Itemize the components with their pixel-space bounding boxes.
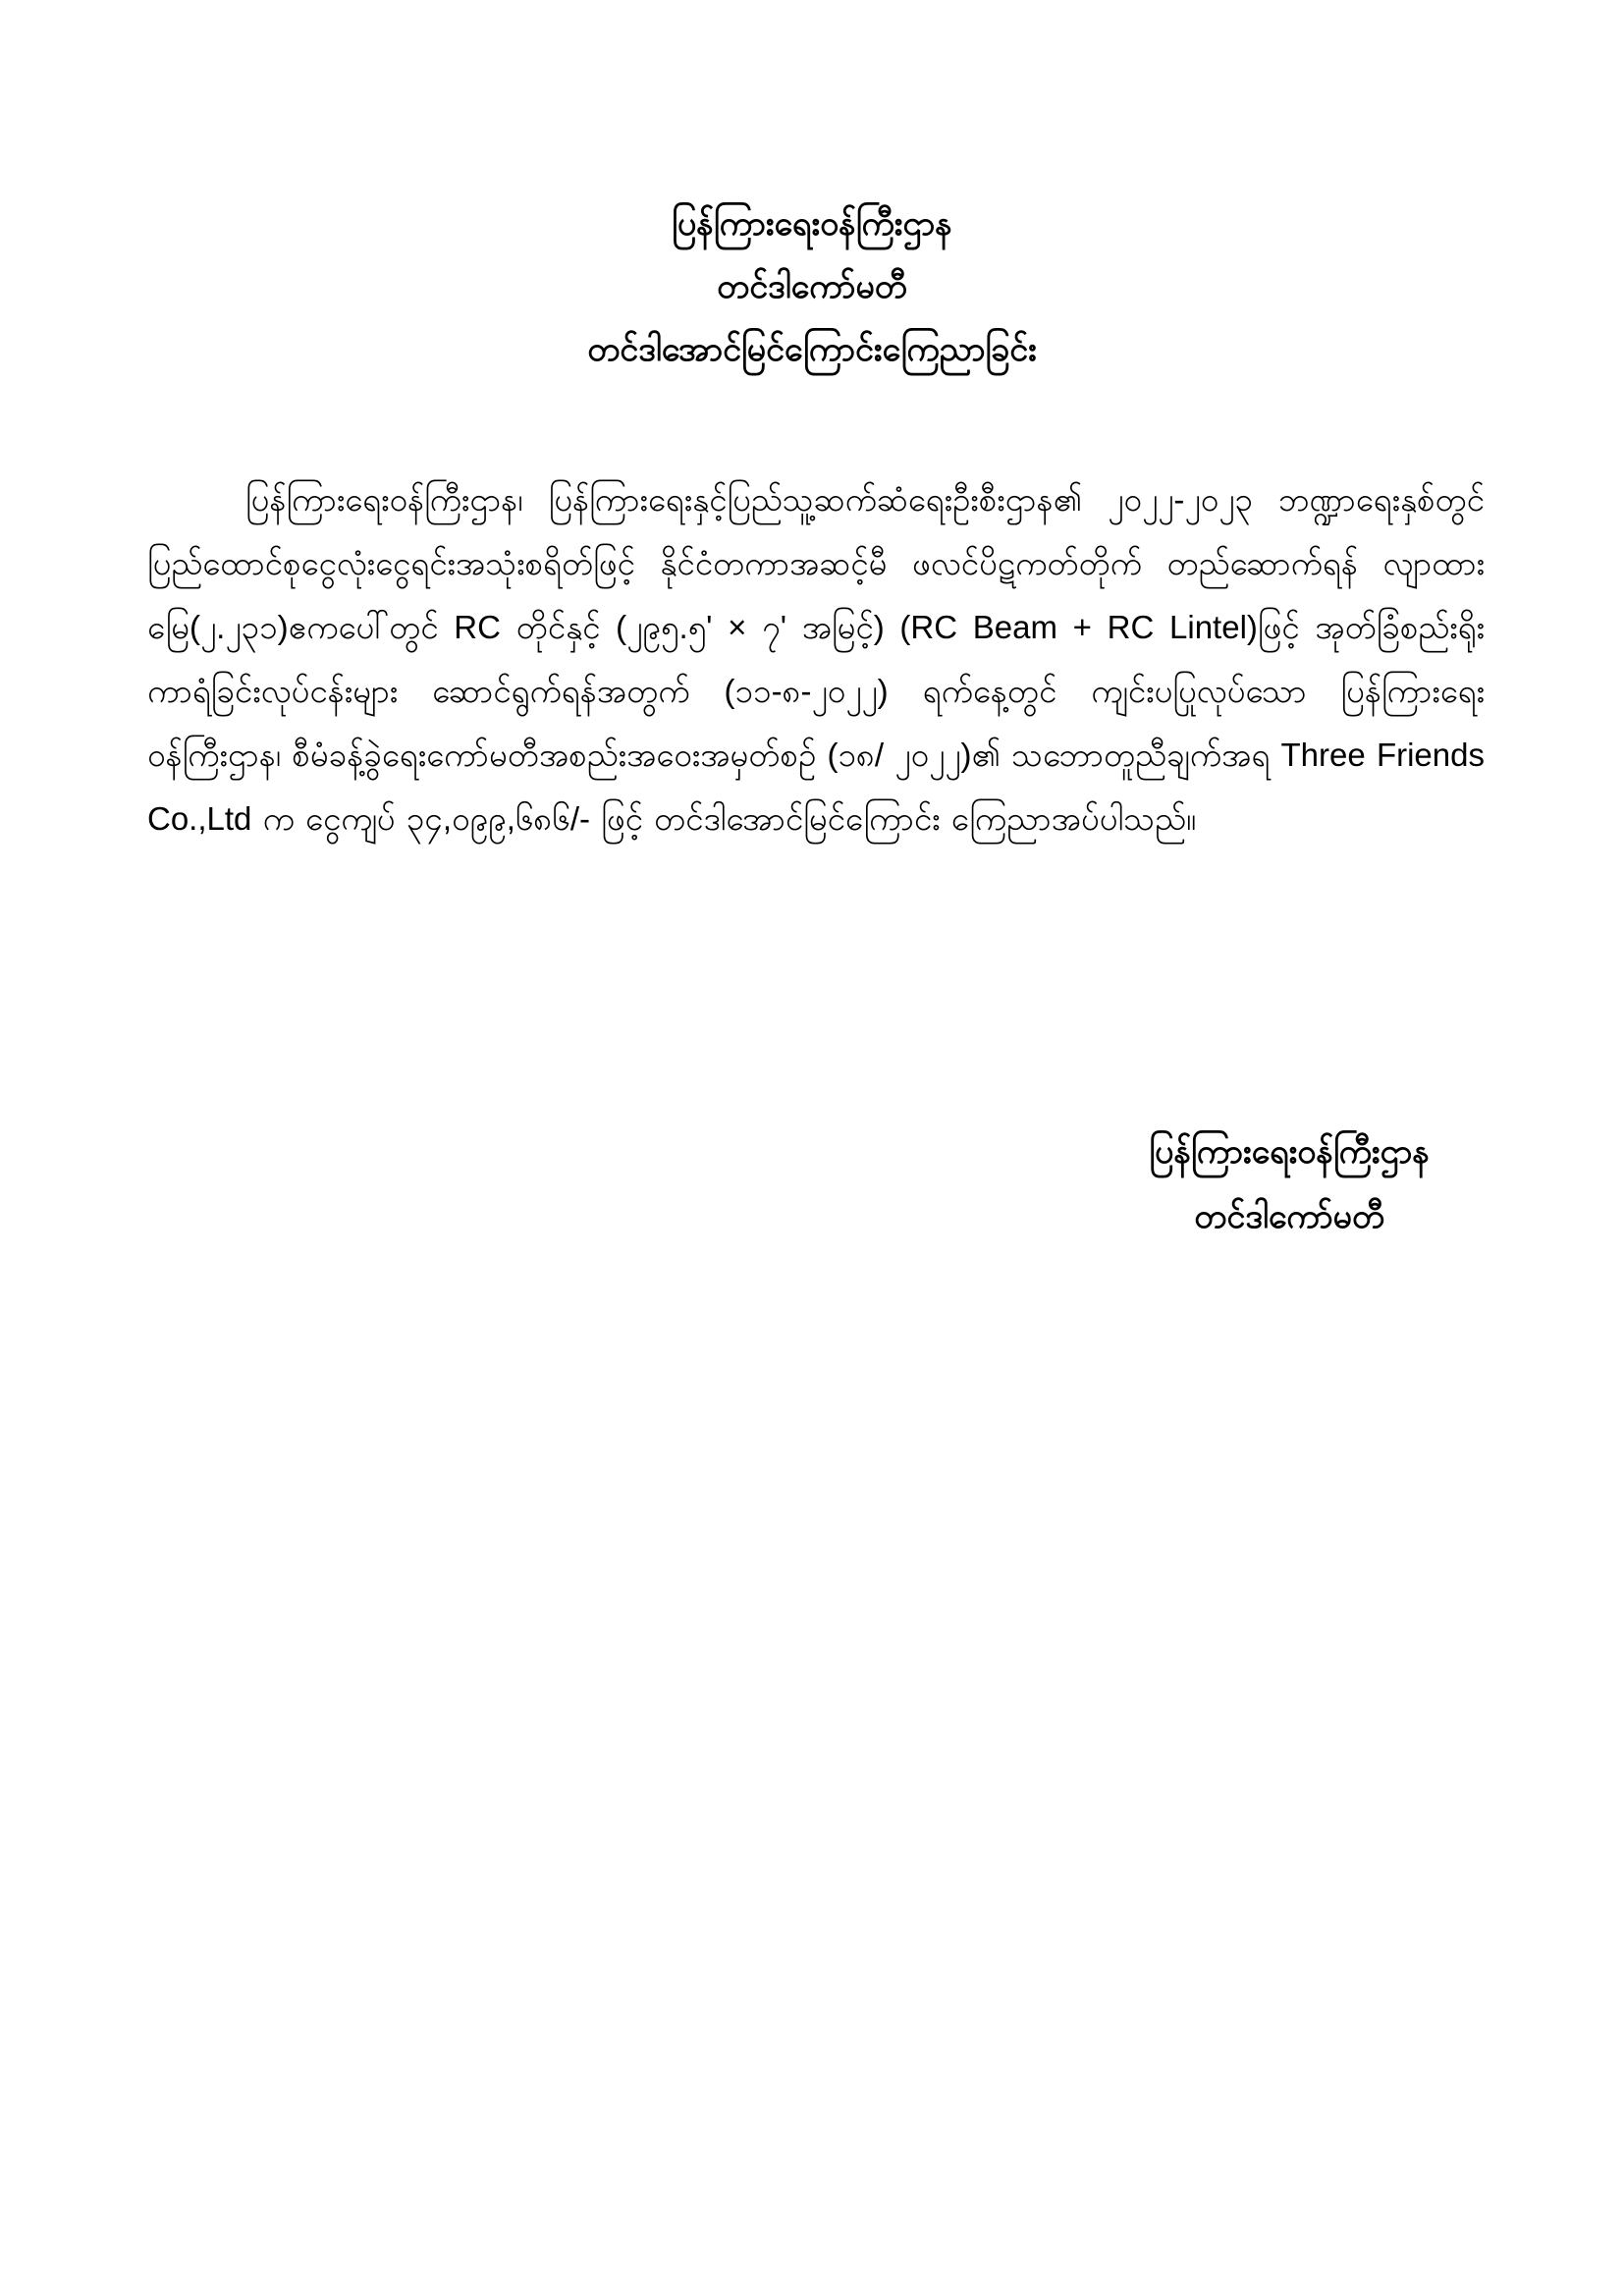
heading-tender-committee: တင်ဒါကော်မတီ xyxy=(717,268,907,305)
signature-block xyxy=(1149,1120,1430,1249)
announcement-body-block xyxy=(147,467,1485,850)
document-heading xyxy=(0,0,1624,381)
heading-ministry: ပြန်ကြားရေးဝန်ကြီးဌာန xyxy=(672,205,952,243)
heading-announcement-subject: တင်ဒါအောင်မြင်ကြောင်းကြေညာခြင်း xyxy=(587,331,1037,368)
signature-tender-committee: တင်ဒါကော်မတီ xyxy=(1194,1198,1385,1235)
signature-ministry: ပြန်ကြားရေးဝန်ကြီးဌာန xyxy=(1149,1133,1430,1171)
announcement-paragraph: ပြန်ကြားရေးဝန်ကြီးဌာန၊ ပြန်ကြားရေးနှင့်ပြည်သူ့ဆက်ဆံရေးဦးစီးဌာန၏ ၂၀၂၂-၂၀၂၃ ဘဏ္ဍာရေးနှစ်တွင် ပြည်ထောင်စုငွေလုံးငွေရင်းအသုံးစရိတ်ဖြင့် နိုင်ငံတကာအဆင့်မီ ဖလင်ပိဋကတ်တိုက် တည်ဆောက်ရန် လျာထားမြေ(၂.၂၃၁)ဧကပေါ်တွင် RC တိုင်နှင့် (၂၉၅.၅' × ၇' အမြင့်) (RC Beam + RC Lintel)ဖြင့် အုတ်ခြံစည်းရိုးကာရံခြင်းလုပ်ငန်းများ ဆောင်ရွက်ရန်အတွက် (၁၁-၈-၂၀၂၂) ရက်နေ့တွင် ကျင်းပပြုလုပ်သော ပြန်ကြားရေးဝန်ကြီးဌာန၊ စီမံခန့်ခွဲရေးကော်မတီအစည်းအဝေးအမှတ်စဉ် (၁၈/ ၂၀၂၂)၏ သဘောတူညီချက်အရ Three Friends Co.,Ltd က ငွေကျပ် ၃၄,၀၉၉,၆၈၆/- ဖြင့် တင်ဒါအောင်မြင်ကြောင်း ကြေညာအပ်ပါသည်။ xyxy=(147,481,1485,837)
